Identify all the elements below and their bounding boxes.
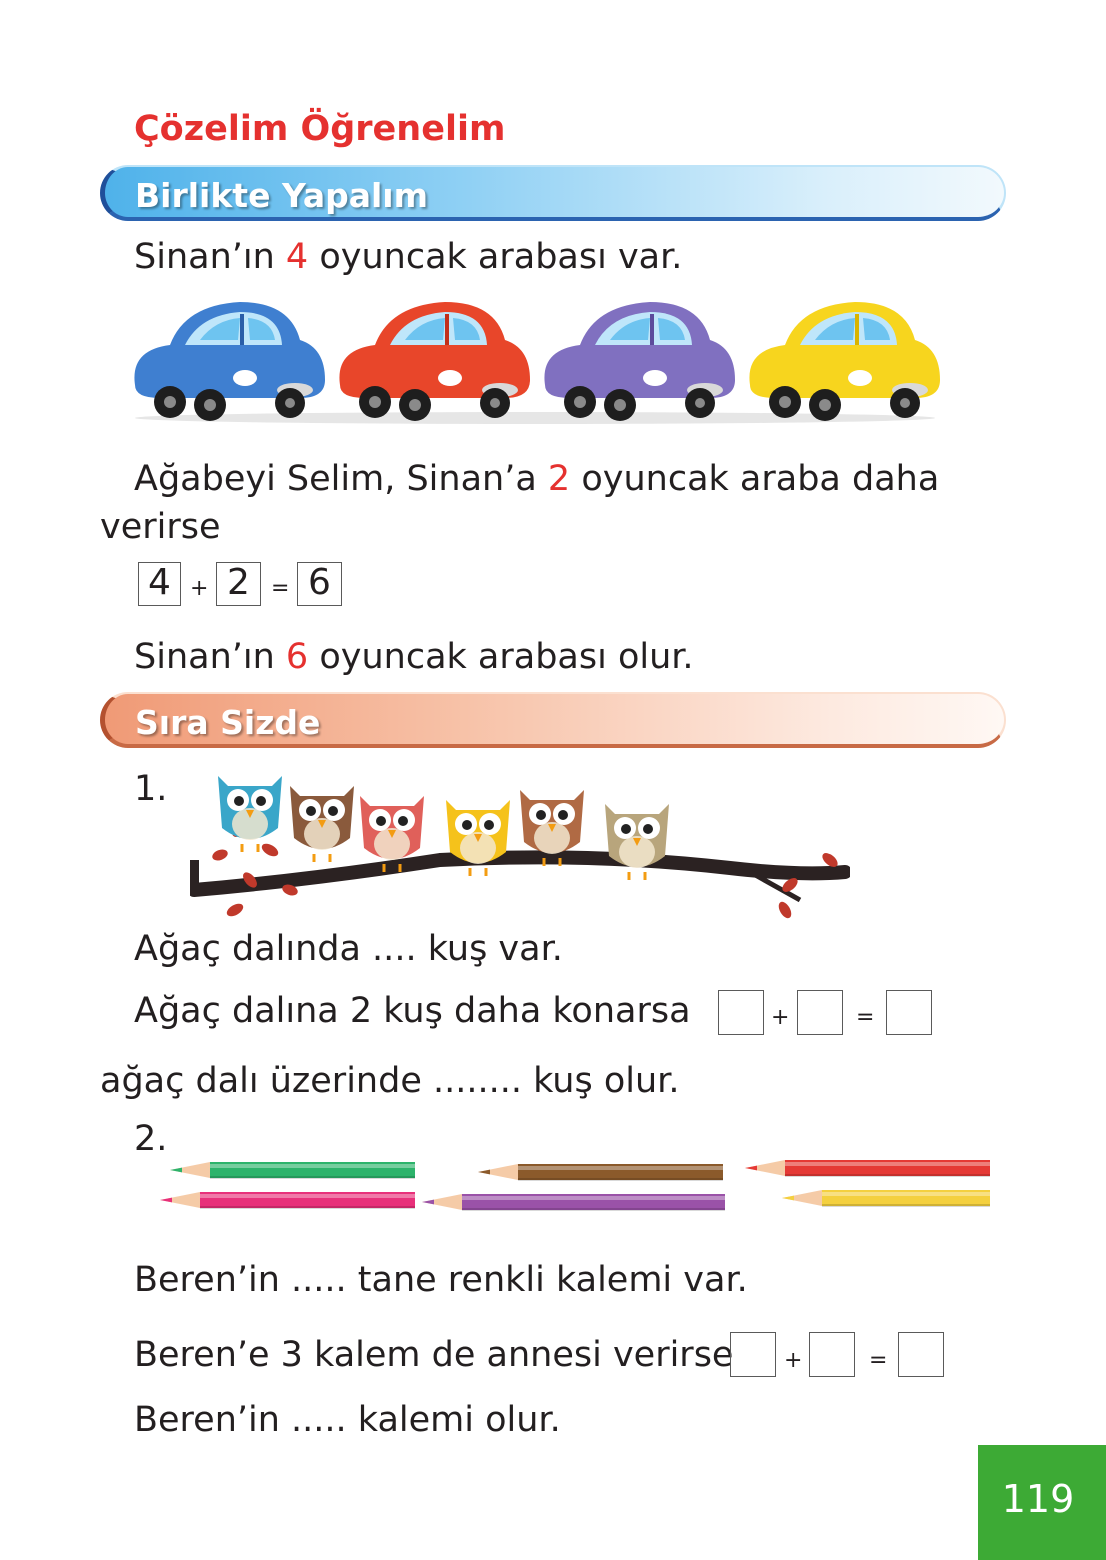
toy-car: [749, 302, 940, 421]
page-number: 119: [1001, 1477, 1075, 1521]
highlight-number: 2: [547, 459, 571, 499]
answer-box-1[interactable]: [730, 1332, 776, 1377]
text-segment: Ağabeyi Selim, Sinan’a: [134, 459, 548, 499]
tree-branch: [194, 857, 845, 890]
owl: [290, 786, 354, 862]
colored-pencil: [478, 1164, 723, 1181]
sira-sizde-banner: [100, 692, 1006, 748]
sentence-cars-count: [134, 237, 683, 277]
equals-sign: =: [856, 1005, 875, 1030]
colored-pencil: [160, 1192, 415, 1209]
equals-sign: =: [271, 576, 290, 601]
plus-sign: +: [190, 576, 209, 601]
equation-box-sum: 6: [297, 562, 342, 606]
plus-sign: +: [771, 1005, 790, 1030]
owl: [605, 804, 669, 880]
highlight-number: 4: [285, 237, 309, 277]
question-2-line-1: Beren’in ..... tane renkli kalemi var.: [134, 1260, 748, 1300]
question-2-number: 2.: [134, 1119, 168, 1159]
toy-car: [339, 302, 530, 421]
sentence-gift-cont: verirse: [100, 507, 221, 547]
answer-box-2[interactable]: [809, 1332, 855, 1377]
colored-pencil: [745, 1160, 990, 1177]
question-2-line-2: Beren’e 3 kalem de annesi verirse: [134, 1335, 734, 1375]
equation-box-addend1: 4: [138, 562, 181, 606]
owl: [218, 776, 282, 852]
text-segment: oyuncak araba daha: [570, 459, 940, 499]
colored-pencil: [422, 1194, 725, 1211]
answer-box-2[interactable]: [797, 990, 843, 1035]
equals-sign: =: [869, 1348, 888, 1373]
text-segment: oyuncak arabası olur.: [308, 637, 694, 677]
text-segment: Sinan’ın: [134, 237, 286, 277]
toy-car: [134, 302, 325, 421]
question-1-line-3: ağaç dalı üzerinde ........ kuş olur.: [100, 1061, 680, 1101]
colored-pencil: [782, 1190, 990, 1207]
birlikte-yapalim-banner: [100, 165, 1006, 221]
colored-pencils-illustration: [160, 1150, 1000, 1220]
answer-box-1[interactable]: [718, 990, 764, 1035]
answer-box-3[interactable]: [886, 990, 932, 1035]
toy-cars-illustration: [120, 290, 950, 430]
answer-box-3[interactable]: [898, 1332, 944, 1377]
question-1-number: 1.: [134, 769, 168, 809]
plus-sign: +: [784, 1348, 803, 1373]
sentence-gift: [134, 459, 940, 499]
text-segment: oyuncak arabası var.: [308, 237, 683, 277]
highlight-number: 6: [285, 637, 309, 677]
banner-label: Sıra Sizde: [135, 703, 321, 742]
banner-label: Birlikte Yapalım: [135, 176, 428, 215]
owls-on-branch-illustration: [190, 760, 850, 920]
page-number-tab: [978, 1445, 1106, 1560]
section-title: Çözelim Öğrenelim: [134, 109, 506, 149]
toy-car: [544, 302, 735, 421]
sentence-result: [134, 637, 694, 677]
equation-box-addend2: 2: [216, 562, 261, 606]
question-2-line-3: Beren’in ..... kalemi olur.: [134, 1400, 561, 1440]
colored-pencil: [170, 1162, 415, 1179]
text-segment: Sinan’ın: [134, 637, 286, 677]
question-1-line-1: Ağaç dalında .... kuş var.: [134, 929, 563, 969]
question-1-line-2: Ağaç dalına 2 kuş daha konarsa: [134, 991, 691, 1031]
